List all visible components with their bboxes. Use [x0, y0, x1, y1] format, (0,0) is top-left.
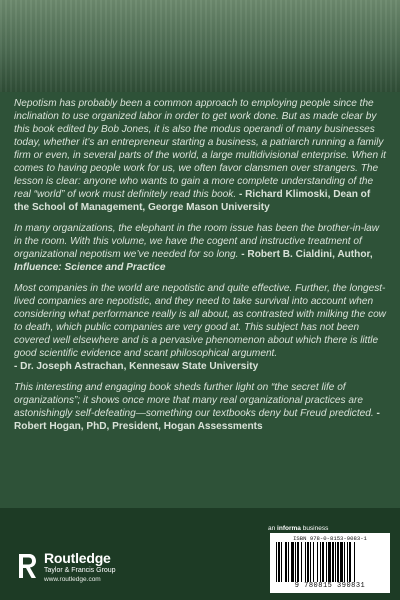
publisher-block [44, 550, 116, 584]
informa-prefix: an [268, 525, 276, 532]
barcode-bar [340, 542, 343, 582]
endorsement-quote [14, 282, 386, 373]
barcode-bar [313, 542, 314, 582]
barcode-bar [297, 542, 299, 582]
barcode-bar [326, 542, 327, 582]
barcode-bar [285, 542, 287, 582]
barcode-bar [347, 542, 348, 582]
barcode-bar [291, 542, 294, 582]
barcode-bar [278, 542, 280, 582]
informa-brand: informa [277, 525, 301, 532]
endorsement-quote [14, 97, 386, 214]
quote-attribution: - Robert Hogan, PhD, President, Hogan Assessments [14, 408, 380, 432]
endorsements [14, 97, 386, 441]
publisher-name: Routledge [44, 550, 111, 566]
quote-text: This interesting and engaging book sheds further light on “the secret life of organizations”; it shows once more that many real organizational practices are astonishingly self-defeating—something our textbooks deny but Freud predicted. [14, 382, 374, 419]
attribution-author: - Robert B. Cialdini, Author, [241, 249, 373, 260]
quote-text: In many organizations, the elephant in the room issue has been the brother-in-law in the room. With this volume, we have the cogent and instructive treatment of organizational nepotism we’ve needed for so long. [14, 223, 380, 260]
barcode-bar [335, 542, 336, 582]
informa-suffix: business [302, 525, 329, 532]
barcode-bars [276, 542, 384, 582]
barcode-bar [337, 542, 339, 582]
cover-texture-band [0, 0, 400, 92]
barcode-bar [332, 542, 334, 582]
endorsement-quote [14, 381, 386, 433]
barcode-bar [349, 542, 351, 582]
endorsement-quote [14, 222, 386, 274]
barcode-bar [301, 542, 302, 582]
barcode-bar [328, 542, 331, 582]
barcode-bar [310, 542, 311, 582]
barcode-bar [354, 542, 355, 582]
isbn-label: ISBN 978-0-8153-9083-1 [293, 535, 367, 542]
barcode-bar [295, 542, 296, 582]
publisher-url: www.routledge.com [44, 576, 101, 583]
barcode-bar [281, 542, 282, 582]
publisher-group: Taylor & Francis Group [44, 567, 116, 574]
quote-text: Nepotism has probably been a common approach to employing people since the inclination to use organized labor in order to get work done. But as made clear by this book edited by Bob Jones, it is also the modus operandi of many businesses today, whether it’s an entrepreneur starting a business, a patriarch running a family firm or even, in several parts of the world, a large multidivisional enterprise. When it comes to having people work for us, we often favor clansmen over strangers. The lesson is clear: anyone who wants to gain a more complete understanding of the real “world” of work must definitely read this book. [14, 98, 386, 200]
barcode-bar [288, 542, 289, 582]
quote-attribution: - Dr. Joseph Astrachan, Kennesaw State University [14, 361, 259, 372]
quote-text: Most companies in the world are nepotistic and quite effective. Further, the longest-lived companies are nepotistic, and they need to take survival into account when considering what performance really is all about, as contrasted with milking the cow to death, which public companies are very good at. This subject has not been covered well elsewhere and is a pervasive phenomenon about which there is little good scientific evidence and scant philosophical argument. [14, 283, 386, 359]
barcode-bar [320, 542, 321, 582]
barcode-bar [317, 542, 318, 582]
barcode-bar [344, 542, 345, 582]
routledge-logo-icon [16, 552, 38, 580]
barcode-bar [276, 542, 277, 582]
barcode [270, 533, 390, 593]
quote-attribution: - Richard Klimoski, Dean of the School of Management, George Mason University [14, 189, 371, 213]
informa-tag [268, 525, 328, 532]
attribution-book-title: Influence: Science and Practice [14, 262, 166, 273]
barcode-digits: 9 780815 390831 [294, 582, 366, 590]
barcode-bar [307, 542, 309, 582]
barcode-bar [305, 542, 306, 582]
barcode-bar [322, 542, 324, 582]
